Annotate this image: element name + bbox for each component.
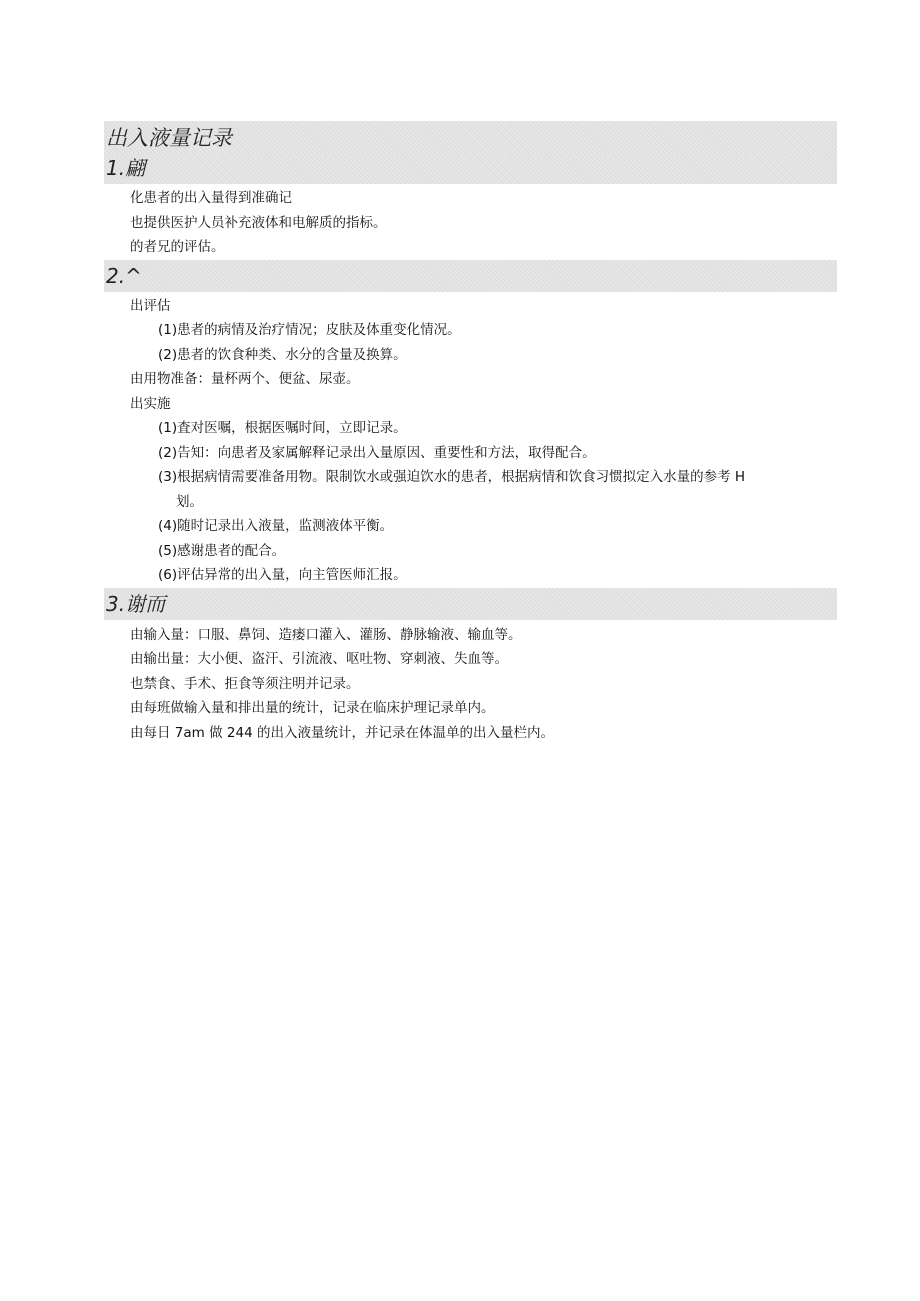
list-item: (2)告知：向患者及家属解释记录出入量原因、重要性和方法，取得配合。 xyxy=(158,444,596,461)
text-line: 也提供医护人员补充液体和电解质的指标。 xyxy=(130,214,387,231)
section-heading-2: 2.^ xyxy=(104,260,837,292)
list-item: (2)患者的饮食种类、水分的含量及换算。 xyxy=(158,346,407,363)
text-line: 由每班做输入量和排出量的统计，记录在临床护理记录单内。 xyxy=(130,700,495,716)
text-line: 化患者的出入量得到准确记 xyxy=(130,190,292,206)
document-content xyxy=(104,121,837,745)
text-line: 由输入量：口服、鼻饲、造瘘口灌入、灌肠、静脉输液、输血等。 xyxy=(130,626,522,643)
section-body-1 xyxy=(104,184,837,260)
text-line: 的者兄的评估。 xyxy=(130,239,225,255)
text-line: 也禁食、手术、拒食等须注明并记录。 xyxy=(130,675,360,692)
list-item: (3)根据病情需要准备用物。限制饮水或强迫饮水的患者，根据病情和饮食习惯拟定入水量的参考 H xyxy=(158,469,746,485)
document-title: 出入液量记录 xyxy=(104,121,837,153)
list-item: (4)随时记录出入液量，监测液体平衡。 xyxy=(158,518,394,534)
section-heading-1: 1.翩 xyxy=(104,153,837,184)
section-heading-3: 3.谢而 xyxy=(104,588,837,620)
text-line: 出评估 xyxy=(130,297,171,314)
section-body-2 xyxy=(104,292,837,588)
text-line: 由用物准备：量杯两个、便盆、尿壶。 xyxy=(130,371,360,387)
list-item-continuation: 划。 xyxy=(176,493,203,510)
list-item: (1)患者的病情及治疗情况；皮肤及体重变化情况。 xyxy=(158,322,461,338)
list-item: (6)评估异常的出入量，向主管医师汇报。 xyxy=(158,567,407,583)
text-line: 出实施 xyxy=(130,395,171,412)
list-item: (1)査对医嘱，根据医嘱时间，立即记录。 xyxy=(158,420,407,436)
text-line: 由输出量：大小便、盗汗、引流液、呕吐物、穿刺液、失血等。 xyxy=(130,651,508,667)
list-item: (5)感谢患者的配合。 xyxy=(158,542,286,559)
text-line: 由每日 7am 做 244 的出入液量统计，并记录在体温单的出入量栏内。 xyxy=(130,724,554,741)
section-body-3 xyxy=(104,620,837,746)
